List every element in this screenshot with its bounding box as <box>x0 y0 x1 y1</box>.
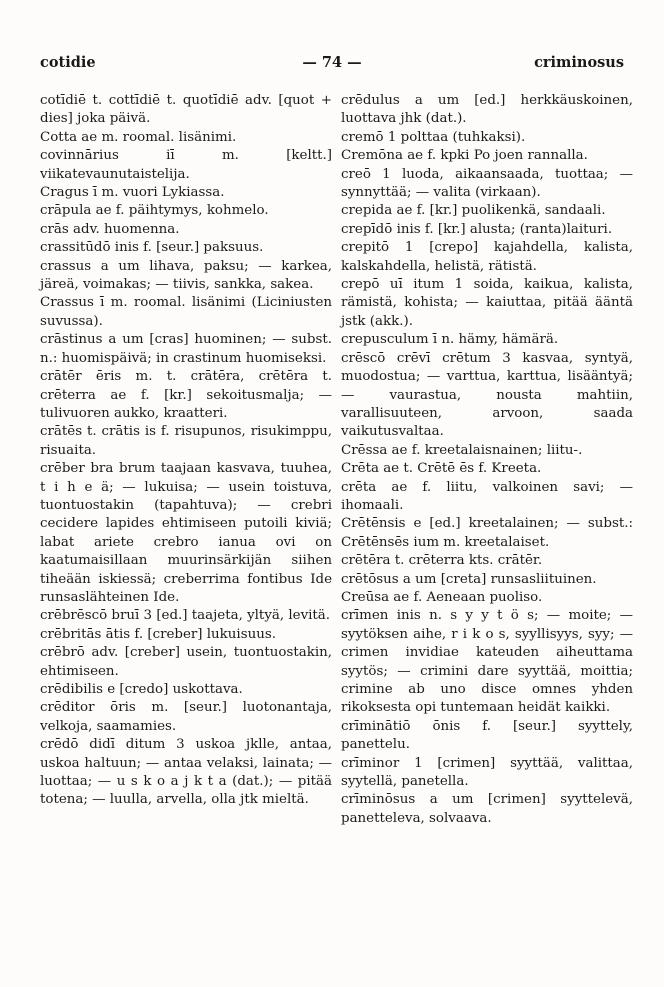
dictionary-entry: crassus a um lihava, paksu; — karkea, järeä, voimakas; — tiivis, sankka, sakea. <box>40 258 332 293</box>
dictionary-entry: Crēta ae t. Crētē ēs f. Kreeta. <box>341 461 542 477</box>
dictionary-entry: cremō 1 polttaa (tuhkaksi). <box>341 129 526 145</box>
header-first-word: cotidie <box>40 54 96 71</box>
dictionary-entry: crīminātiō ōnis f. [seur.] syyttely, panettelu. <box>341 718 633 753</box>
dictionary-entry: crēditor ōris m. [seur.] luotonantaja, velkoja, saamamies. <box>40 700 332 734</box>
dictionary-entry: crāpula ae f. päihtymys, kohmelo. <box>40 203 269 219</box>
dictionary-entry: crepusculum ī n. hämy, hämärä. <box>341 332 559 348</box>
dictionary-entry: crepīdō inis f. [kr.] alusta; (ranta)laituri. <box>341 221 613 237</box>
dictionary-entry: Crēssa ae f. kreetalaisnainen; liitu-. <box>341 442 583 458</box>
running-head <box>40 54 624 76</box>
dictionary-entry: crepō uī itum 1 soida, kaikua, kalista, rämistä, kohista; — kaiuttaa, pitää ääntä jstk (akk.). <box>341 277 633 329</box>
dictionary-entry: crēscō crēvī crētum 3 kasvaa, syntyä, muodostua; — varttua, karttua, lisääntyä; — vaurastua, nousta mahtiin, varallisuuteen, arvoon, saada vaikutusvaltaa. <box>341 350 633 440</box>
dictionary-entry: crīminōsus a um [crimen] syyttelevä, panetteleva, solvaava. <box>341 792 633 826</box>
dictionary-entry: crātēr ēris m. t. crātēra, crētēra t. crēterra ae f. [kr.] sekoitusmalja; — tulivuoren aukko, kraatteri. <box>40 369 332 421</box>
dictionary-entry: crīminor 1 [crimen] syyttää, valittaa, syytellä, panetella. <box>341 755 633 790</box>
right-column <box>341 92 633 828</box>
header-last-word: criminosus <box>534 54 624 71</box>
dictionary-entry: crēta ae f. liitu, valkoinen savi; — ihomaali. <box>341 479 633 513</box>
dictionary-entry: creō 1 luoda, aikaansaada, tuottaa; — synnyttää; — valita (virkaan). <box>341 166 633 201</box>
dictionary-entry: crēbrō adv. [creber] usein, tuontuostakin, ehtimiseen. <box>40 645 332 679</box>
dictionary-entry: crepitō 1 [crepo] kajahdella, kalista, kalskahdella, helistä, rätistä. <box>341 240 633 274</box>
dictionary-entry: Cremōna ae f. kpki Po joen rannalla. <box>341 148 588 164</box>
dictionary-entry: crepida ae f. [kr.] puolikenkä, sandaali. <box>341 203 606 219</box>
dictionary-entry: covinnārius iī m. [keltt.] viikatevaunutaistelija. <box>40 148 332 182</box>
dictionary-entry: crassitūdō inis f. [seur.] paksuus. <box>40 240 264 256</box>
dictionary-entry: Cotta ae m. roomal. lisänimi. <box>40 129 237 145</box>
dictionary-entry: crētōsus a um [creta] runsasliituinen. <box>341 571 597 587</box>
dictionary-entry: crēdō didī ditum 3 uskoa jklle, antaa, uskoa haltuun; — antaa velaksi, lainata; — luottaa; — u s k o a j k t a (dat.); — pitää totena; — luulla, arvella, olla jtk mieltä. <box>40 737 332 808</box>
dictionary-entry: crēbritās ātis f. [creber] lukuisuus. <box>40 626 276 642</box>
dictionary-entry: Creūsa ae f. Aeneaan puoliso. <box>341 589 543 605</box>
left-column <box>40 92 332 810</box>
dictionary-entry: crīmen inis n. s y y t ö s; — moite; — syytöksen aihe, r i k o s, syyllisyys, syy; — crimen invidiae kateuden aiheuttama syytös; — crimini dare syyttää, moittia; crimine ab uno disce omnes yhden rikoksesta opi tuntemaan heidät kaikki. <box>341 608 633 716</box>
dictionary-entry: crēdibilis e [credo] uskottava. <box>40 682 243 697</box>
dictionary-entry: crēbrēscō bruī 3 [ed.] taajeta, yltyä, levitä. <box>40 608 331 624</box>
dictionary-entry: crētēra t. crēterra kts. crātēr. <box>341 553 543 569</box>
dictionary-entry: cotīdiē t. cottīdiē t. quotīdiē adv. [quot + dies] joka päivä. <box>40 93 332 127</box>
dictionary-entry: Crētēnsis e [ed.] kreetalainen; — subst.: Crētēnsēs ium m. kreetalaiset. <box>341 516 633 550</box>
dictionary-entry: crēdulus a um [ed.] herkkäuskoinen, luottava jhk (dat.). <box>341 93 633 127</box>
page-number: — 74 — <box>302 54 362 71</box>
dictionary-entry: Crassus ī m. roomal. lisänimi (Liciniusten suvussa). <box>40 295 332 329</box>
dictionary-entry: crēber bra brum taajaan kasvava, tuuhea, t i h e ä; — lukuisa; — usein toistuva, tuontuostakin (tapahtuva); — crebri cecidere lapides ehtimiseen putoili kiviä; labat ariete crebro ianua ovi on kaatumaisillaan muurinsärkijän siihen tiheään iskiessä; creberrima fontibus Ide runsaslähteinen Ide. <box>40 461 332 605</box>
dictionary-entry: Cragus ī m. vuori Lykiassa. <box>40 185 225 201</box>
dictionary-entry: crātēs t. crātis is f. risupunos, risukimppu, risuaita. <box>40 424 332 458</box>
dictionary-entry: crās adv. huomenna. <box>40 221 180 237</box>
dictionary-entry: crāstinus a um [cras] huominen; — subst. n.: huomispäivä; in crastinum huomiseksi. <box>40 332 332 366</box>
